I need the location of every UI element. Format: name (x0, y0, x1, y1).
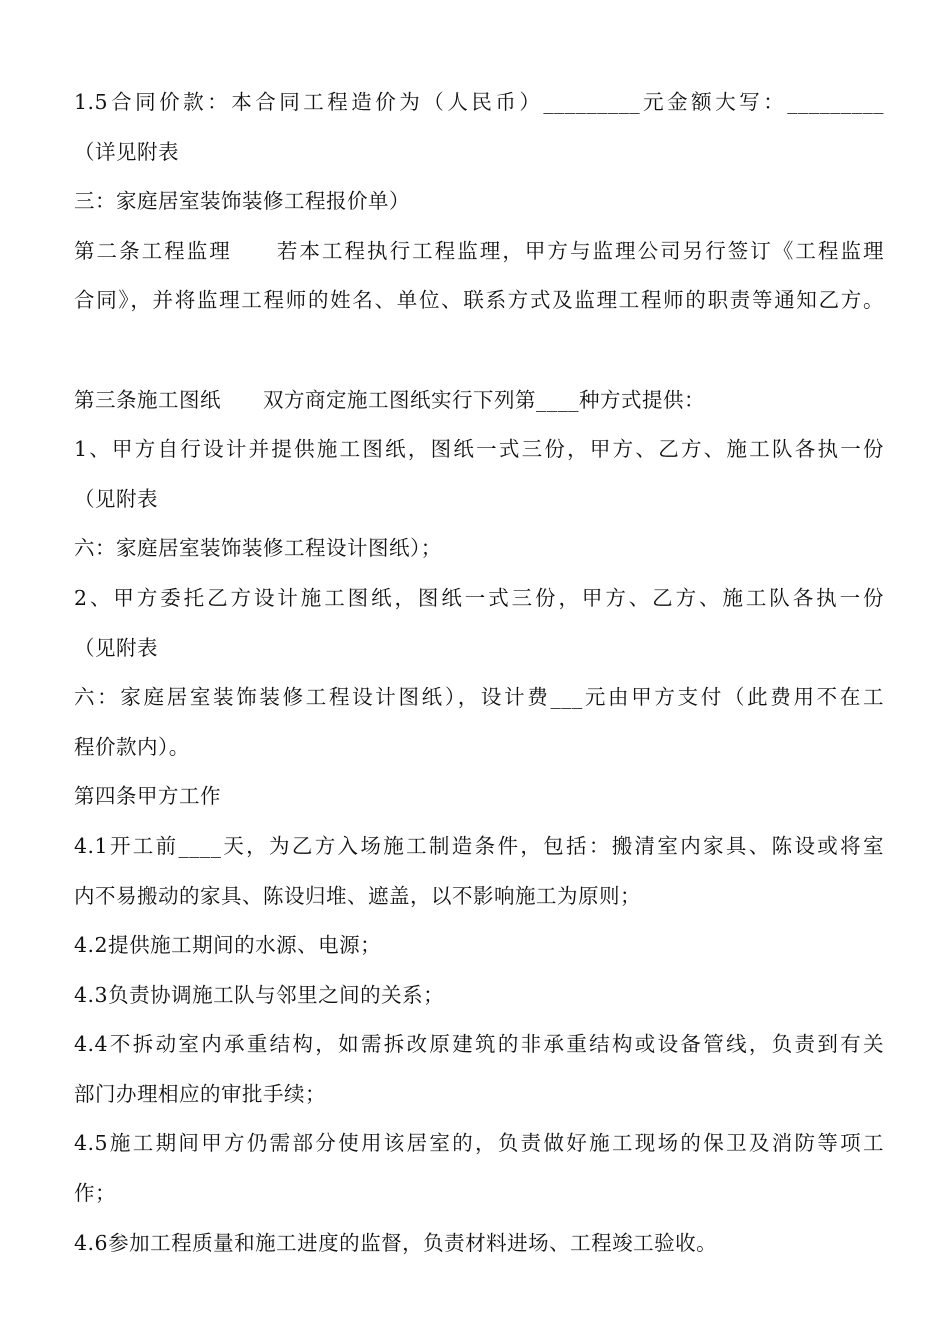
clause-4-5: 4.5施工期间甲方仍需部分使用该居室的，负责做好施工现场的保卫及消防等项工 (74, 1131, 884, 1156)
paragraph-spacer (74, 326, 884, 376)
article-3-option-2-design-fee: 六：家庭居室装饰装修工程设计图纸），设计费___元由甲方支付（此费用不在工 (74, 685, 884, 710)
article-3-option-2: 2、甲方委托乙方设计施工图纸，图纸一式三份，甲方、乙方、施工队各执一份 (74, 585, 884, 610)
article-3-option-1-see-attachment: （见附表 (74, 486, 158, 511)
clause-1-5-attachment-3: 三：家庭居室装饰装修工程报价单） (74, 189, 410, 214)
clause-4-4: 4.4不拆动室内承重结构，如需拆改原建筑的非承重结构或设备管线，负责到有关 (74, 1032, 884, 1057)
clause-4-1: 4.1开工前____天，为乙方入场施工制造条件，包括：搬清室内家具、陈设或将室 (74, 833, 884, 858)
clause-4-4-cont: 部门办理相应的审批手续； (74, 1081, 326, 1106)
article-3-option-2-design-fee-cont: 程价款内）。 (74, 734, 190, 759)
article-2-supervision: 第二条工程监理 若本工程执行工程监理，甲方与监理公司另行签订《工程监理 (74, 238, 884, 263)
clause-1-5-contract-price: 1.5合同价款：本合同工程造价为（人民币）_________元金额大写：_________ (74, 90, 884, 114)
article-2-supervision-cont: 合同》，并将监理工程师的姓名、单位、联系方式及监理工程师的职责等通知乙方。 (74, 288, 884, 313)
document-page (74, 78, 884, 1268)
article-4-heading: 第四条甲方工作 (74, 784, 221, 809)
clause-4-3: 4.3负责协调施工队与邻里之间的关系； (74, 982, 445, 1007)
clause-4-2: 4.2提供施工期间的水源、电源； (74, 933, 382, 958)
clause-1-5-see-attachment: （详见附表 (74, 139, 179, 164)
clause-4-5-cont: 作； (74, 1181, 116, 1206)
article-3-drawings: 第三条施工图纸 双方商定施工图纸实行下列第____种方式提供： (74, 387, 705, 412)
clause-4-6: 4.6参加工程质量和施工进度的监督，负责材料进场、工程竣工验收。 (74, 1230, 718, 1255)
article-3-option-1-attachment-6: 六：家庭居室装饰装修工程设计图纸）； (74, 536, 442, 561)
article-3-option-1: 1、甲方自行设计并提供施工图纸，图纸一式三份，甲方、乙方、施工队各执一份 (74, 437, 884, 462)
article-3-option-2-see-attachment: （见附表 (74, 635, 158, 660)
clause-4-1-cont: 内不易搬动的家具、陈设归堆、遮盖，以不影响施工为原则； (74, 883, 641, 908)
